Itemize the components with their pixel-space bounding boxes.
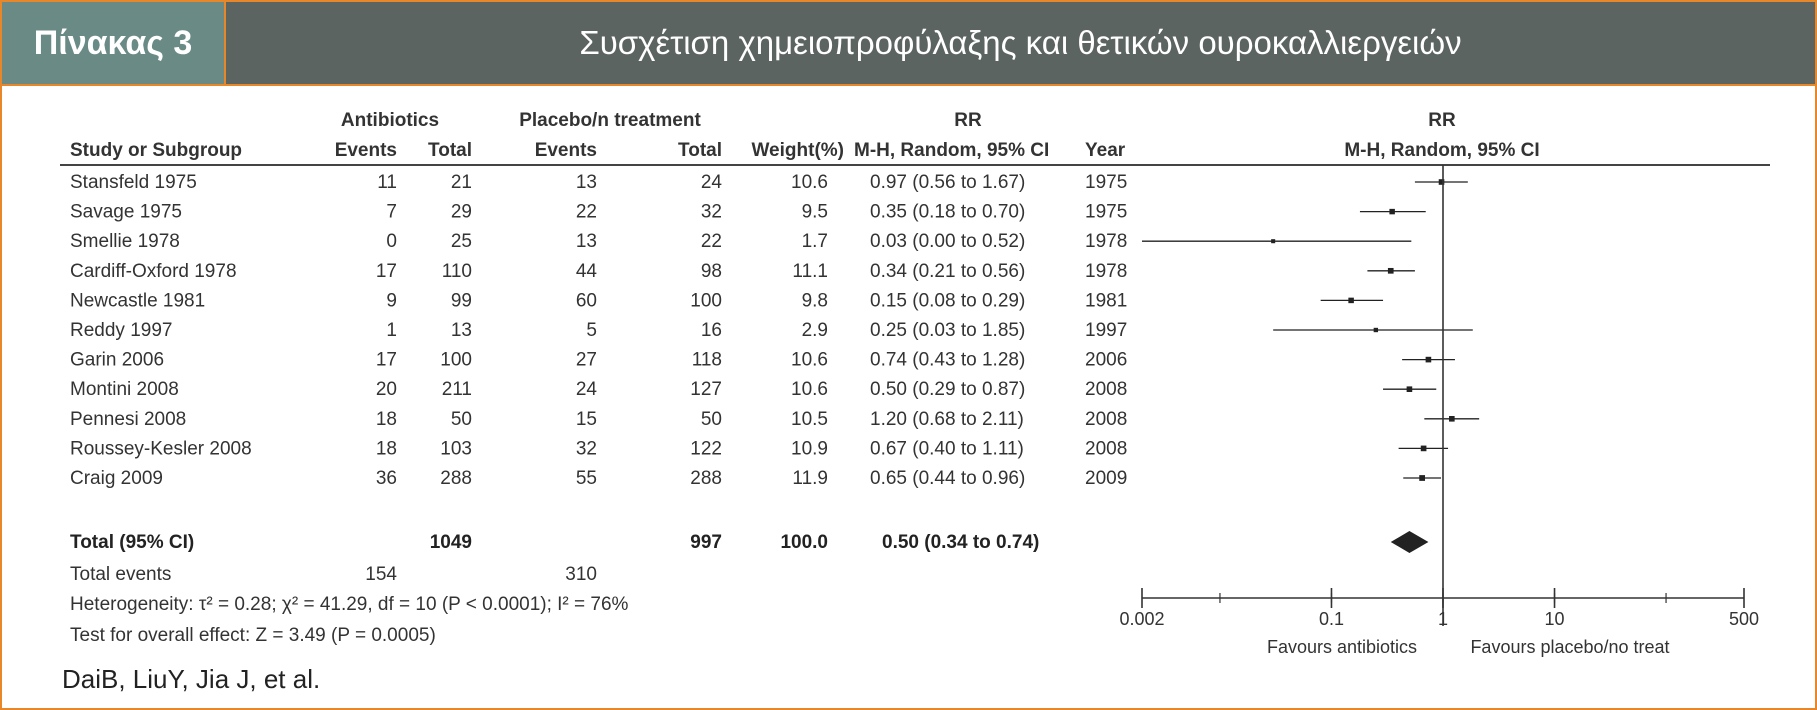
ab-total-cell: 29 <box>450 201 472 223</box>
weight-cell: 9.8 <box>801 290 828 312</box>
weight-cell: 10.6 <box>791 379 828 401</box>
total-ab-total: 1049 <box>429 532 472 553</box>
study-name: Savage 1975 <box>70 201 182 223</box>
study-name: Cardiff-Oxford 1978 <box>70 260 237 282</box>
table-number-label: Πίνακας 3 <box>2 2 226 84</box>
year-cell: 2008 <box>1085 379 1128 401</box>
total-label: Total (95% CI) <box>70 532 195 553</box>
pl-total-cell: 24 <box>700 172 722 193</box>
point-estimate-marker <box>1388 268 1394 274</box>
ab-events-cell: 17 <box>375 260 397 282</box>
ab-events-cell: 17 <box>375 349 397 371</box>
point-estimate-marker <box>1348 298 1354 304</box>
point-estimate-marker <box>1374 328 1378 332</box>
rr-ci-cell: 0.35 (0.18 to 0.70) <box>870 201 1026 223</box>
point-estimate-marker <box>1449 416 1455 422</box>
total-events-ab: 154 <box>365 564 397 585</box>
point-estimate-marker <box>1426 357 1432 363</box>
year-cell: 2009 <box>1085 468 1128 489</box>
ab-events-cell: 1 <box>386 320 397 341</box>
pl-total-cell: 100 <box>690 290 722 312</box>
study-name: Newcastle 1981 <box>70 290 206 312</box>
ab-total-cell: 288 <box>440 468 472 489</box>
pl-total-cell: 127 <box>690 379 722 401</box>
table-row <box>70 379 1127 400</box>
weight-cell: 9.5 <box>801 201 828 223</box>
axis-tick-label: 0.002 <box>1119 609 1165 629</box>
table-row <box>70 320 1127 341</box>
pl-total-cell: 50 <box>700 408 722 430</box>
ab-total-cell: 103 <box>440 438 472 460</box>
col-header-ab-events: Events <box>334 140 397 161</box>
ab-total-cell: 21 <box>450 172 472 193</box>
weight-cell: 10.6 <box>791 172 828 193</box>
weight-cell: 10.6 <box>791 349 828 371</box>
total-rr-ci: 0.50 (0.34 to 0.74) <box>882 532 1040 553</box>
group-header-rr: RR <box>954 110 982 131</box>
total-weight: 100.0 <box>780 532 828 553</box>
axis-tick-label: 10 <box>1544 609 1565 629</box>
weight-cell: 11.9 <box>792 468 828 489</box>
pl-events-cell: 13 <box>575 231 597 253</box>
group-header-antibiotics: Antibiotics <box>340 110 440 131</box>
ab-events-cell: 18 <box>375 408 397 430</box>
year-cell: 2006 <box>1085 349 1128 371</box>
study-name: Pennesi 2008 <box>70 408 187 430</box>
ab-total-cell: 50 <box>450 408 472 430</box>
weight-cell: 10.9 <box>791 438 828 460</box>
study-name: Garin 2006 <box>70 349 165 371</box>
axis-tick-label: 1 <box>1437 609 1449 629</box>
weight-cell: 2.9 <box>801 320 828 341</box>
year-cell: 1975 <box>1085 172 1128 193</box>
ab-total-cell: 99 <box>450 290 472 312</box>
weight-cell: 1.7 <box>801 231 828 253</box>
ab-events-cell: 20 <box>375 379 397 401</box>
rr-ci-cell: 0.74 (0.43 to 1.28) <box>870 349 1026 371</box>
col-header-rr-method: M-H, Random, 95% CI <box>854 140 1050 161</box>
year-cell: 1997 <box>1085 320 1128 341</box>
pl-total-cell: 118 <box>691 349 722 371</box>
table-row <box>70 202 1127 223</box>
ab-events-cell: 36 <box>375 468 397 489</box>
pl-total-cell: 288 <box>690 468 722 489</box>
point-estimate-marker <box>1407 386 1413 392</box>
ab-total-cell: 25 <box>450 231 472 253</box>
axis-tick-label: 500 <box>1728 609 1760 629</box>
x-axis <box>1119 588 1759 629</box>
pooled-diamond <box>1391 531 1429 553</box>
table-row <box>70 438 1127 459</box>
study-name: Smellie 1978 <box>70 231 180 253</box>
pl-events-cell: 27 <box>575 349 597 371</box>
favours-right-label: Favours placebo/no treat <box>1470 637 1670 657</box>
rr-ci-cell: 0.03 (0.00 to 0.52) <box>870 231 1026 253</box>
table-title: Συσχέτιση χημειοπροφύλαξης και θετικών ουροκαλλιεργειών <box>579 24 1462 61</box>
favours-left-label: Favours antibiotics <box>1266 637 1418 657</box>
ab-total-cell: 13 <box>450 320 472 341</box>
heterogeneity-stats: Heterogeneity: τ² = 0.28; χ² = 41.29, df = 10 (P < 0.0001); I² = 76% <box>70 594 629 615</box>
overall-effect-stats: Test for overall effect: Z = 3.49 (P = 0.0005) <box>70 625 436 646</box>
col-header-study: Study or Subgroup <box>70 140 243 161</box>
pl-events-cell: 55 <box>575 468 597 489</box>
pl-total-cell: 22 <box>700 231 722 253</box>
table-row <box>70 468 1127 489</box>
table-row <box>70 172 1127 193</box>
ab-total-cell: 100 <box>440 349 472 371</box>
total-events-pl: 310 <box>565 564 597 585</box>
total-events-label: Total events <box>70 564 172 585</box>
year-cell: 1978 <box>1085 231 1128 253</box>
study-name: Montini 2008 <box>70 379 179 401</box>
table-row <box>70 290 1127 311</box>
point-estimate-marker <box>1419 475 1425 481</box>
ab-total-cell: 211 <box>441 379 472 401</box>
pl-total-cell: 16 <box>700 320 722 341</box>
col-header-year: Year <box>1085 140 1126 161</box>
point-estimate-marker <box>1271 239 1275 243</box>
pl-events-cell: 44 <box>575 260 597 282</box>
pl-events-cell: 32 <box>575 438 597 460</box>
table-row <box>70 409 1127 430</box>
year-cell: 1975 <box>1085 201 1128 223</box>
col-header-pl-events: Events <box>534 140 597 161</box>
col-header-weight: Weight(%) <box>751 140 844 161</box>
source-citation: DaiB, LiuY, Jia J, et al. <box>62 664 321 694</box>
ab-events-cell: 18 <box>375 438 397 460</box>
pl-events-cell: 60 <box>575 290 597 312</box>
year-cell: 2008 <box>1085 408 1128 430</box>
study-rows <box>70 172 1127 489</box>
rr-ci-cell: 0.65 (0.44 to 0.96) <box>870 468 1026 489</box>
pl-total-cell: 98 <box>700 260 722 282</box>
ab-events-cell: 9 <box>386 290 397 312</box>
rr-ci-cell: 0.25 (0.03 to 1.85) <box>870 320 1026 341</box>
rr-ci-cell: 0.15 (0.08 to 0.29) <box>870 290 1026 312</box>
pl-events-cell: 24 <box>575 379 597 401</box>
ab-total-cell: 110 <box>441 260 472 282</box>
plot-marks <box>1142 165 1479 626</box>
table-row <box>70 350 1127 371</box>
study-name: Roussey-Kesler 2008 <box>70 438 252 460</box>
pl-total-cell: 32 <box>700 201 722 223</box>
table-row <box>70 231 1127 252</box>
year-cell: 1981 <box>1085 290 1128 312</box>
point-estimate-marker <box>1421 446 1427 452</box>
group-header-placebo: Placebo/n treatment <box>519 110 701 131</box>
total-pl-total: 997 <box>690 532 722 553</box>
ab-events-cell: 11 <box>377 172 397 193</box>
ab-events-cell: 7 <box>386 201 397 223</box>
table-row <box>70 261 1127 282</box>
year-cell: 1978 <box>1085 260 1128 282</box>
rr-ci-cell: 0.50 (0.29 to 0.87) <box>870 379 1026 401</box>
rr-ci-cell: 0.34 (0.21 to 0.56) <box>870 260 1026 282</box>
col-header-plot-method: M-H, Random, 95% CI <box>1344 140 1540 161</box>
weight-cell: 11.1 <box>792 260 828 282</box>
study-name: Reddy 1997 <box>70 320 173 341</box>
col-header-ab-total: Total <box>428 140 472 161</box>
forest-plot <box>2 2 1815 708</box>
study-name: Stansfeld 1975 <box>70 172 197 193</box>
point-estimate-marker <box>1389 209 1394 214</box>
ab-events-cell: 0 <box>386 231 397 253</box>
col-header-pl-total: Total <box>678 140 722 161</box>
year-cell: 2008 <box>1085 438 1128 460</box>
pl-events-cell: 5 <box>586 320 597 341</box>
study-name: Craig 2009 <box>70 468 163 489</box>
pl-events-cell: 13 <box>575 172 597 193</box>
axis-tick-label: 0.1 <box>1318 609 1344 629</box>
pl-events-cell: 15 <box>575 408 597 430</box>
weight-cell: 10.5 <box>791 408 828 430</box>
pl-total-cell: 122 <box>690 438 722 460</box>
group-header-plot-rr: RR <box>1428 110 1456 131</box>
rr-ci-cell: 0.67 (0.40 to 1.11) <box>870 438 1024 460</box>
rr-ci-cell: 0.97 (0.56 to 1.67) <box>870 172 1026 193</box>
pl-events-cell: 22 <box>575 201 597 223</box>
rr-ci-cell: 1.20 (0.68 to 2.11) <box>870 408 1024 430</box>
